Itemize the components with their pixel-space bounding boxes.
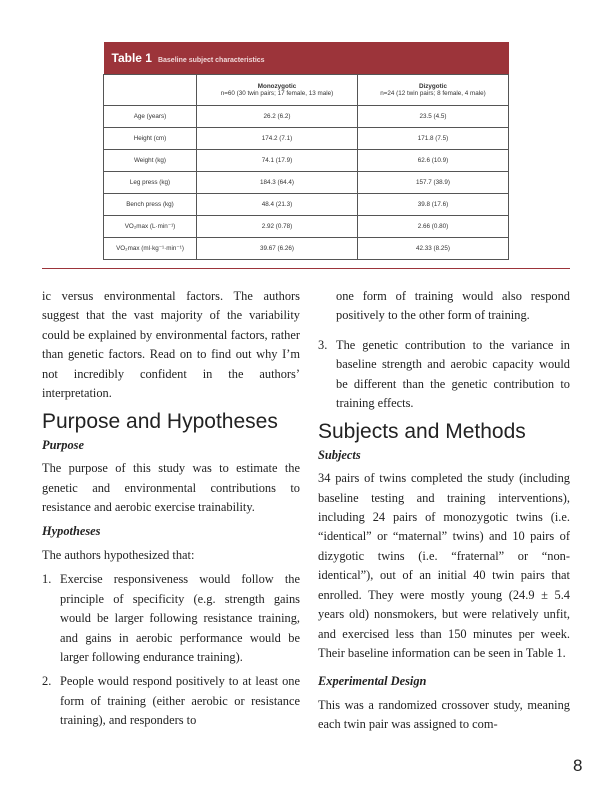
corner-cell xyxy=(104,75,197,106)
table-caption xyxy=(104,42,509,75)
table-cell-dz: 23.5 (4.5) xyxy=(357,106,508,128)
table-cell-dz: 42.33 (8.25) xyxy=(357,238,508,260)
table-cell-mz: 174.2 (7.1) xyxy=(197,128,358,150)
list-item: 2. People would respond positively to at least one form of training (either aerobic or resistance training), and responders to xyxy=(42,674,300,728)
left-column xyxy=(42,287,300,731)
table-cell-label: Height (cm) xyxy=(104,128,197,150)
table-row xyxy=(104,128,509,150)
table-row xyxy=(104,238,509,260)
intro-paragraph: ic versus environmental factors. The authors suggest that the vast majority of the variability could be explained by environmental factors, rather than genetic factors. Read on to find out why I’m not incredibly confident in the authors’ interpretation. xyxy=(42,289,300,401)
table-row xyxy=(104,172,509,194)
table-cell-dz: 2.66 (0.80) xyxy=(357,216,508,238)
col-header: Monozygotic n=60 (30 twin pairs; 17 female, 13 male) xyxy=(197,75,358,106)
table-row xyxy=(104,150,509,172)
table-cell-label: VO₂max (ml·kg⁻¹·min⁻¹) xyxy=(104,238,197,260)
table-cell-label: Bench press (kg) xyxy=(104,194,197,216)
table-row xyxy=(104,216,509,238)
col-header: Dizygotic n=24 (12 twin pairs; 8 female, 4 male) xyxy=(357,75,508,106)
table-cell-dz: 39.8 (17.6) xyxy=(357,194,508,216)
table-cell-mz: 2.92 (0.78) xyxy=(197,216,358,238)
page-number: 8 xyxy=(573,756,583,775)
table-cell-label: Weight (kg) xyxy=(104,150,197,172)
table-cell-mz: 26.2 (6.2) xyxy=(197,106,358,128)
table-title: Baseline subject characteristics xyxy=(157,57,265,64)
table-cell-mz: 184.3 (64.4) xyxy=(197,172,358,194)
table-cell-label: VO₂max (L·min⁻¹) xyxy=(104,216,197,238)
table-number: Table 1 xyxy=(111,51,152,65)
table-cell-dz: 171.8 (7.5) xyxy=(357,128,508,150)
subheading: Subjects xyxy=(318,447,361,462)
table-cell-mz: 39.67 (6.26) xyxy=(197,238,358,260)
paragraph: The purpose of this study was to estimate the genetic and environmental contributions to resistance and aerobic exercise trainability. xyxy=(42,461,300,515)
table-row xyxy=(104,194,509,216)
table-cell-mz: 74.1 (17.9) xyxy=(197,150,358,172)
baseline-table xyxy=(103,42,509,260)
right-column xyxy=(318,287,570,735)
subheading: Purpose xyxy=(42,437,84,452)
list-item: 3. The genetic contribution to the variance in baseline strength and aerobic capacity would be different than the genetic contribution to training effects. xyxy=(318,337,570,411)
list-item: 1. Exercise responsiveness would follow the principle of specificity (e.g. strength gains would be larger following resistance training, and gains in aerobic performance would be larger following endurance training). xyxy=(42,572,300,664)
subheading: Experimental Design xyxy=(318,674,427,689)
section-heading: Subjects and Methods xyxy=(318,420,526,444)
divider xyxy=(42,268,570,269)
paragraph: 34 pairs of twins completed the study (including baseline testing and training interventions), including 24 pairs of monozygotic twins (i.e. “identical” or “maternal” twins) and 10 pairs of dizygotic twins (i.e. “fraternal” or “non-identical”), out of an initial 40 twin pairs that enrolled. They were mostly young (24.9 ± 5.4 years old) nonsmokers, but were relatively unfit, and exercised less than 150 minutes per week. Their baseline information can be seen in Table 1. xyxy=(318,471,570,660)
table-cell-dz: 62.6 (10.9) xyxy=(357,150,508,172)
table-cell-dz: 157.7 (38.9) xyxy=(357,172,508,194)
paragraph: The authors hypothesized that: xyxy=(42,547,195,562)
paragraph: This was a randomized crossover study, meaning each twin pair was assigned to com- xyxy=(318,697,570,732)
subheading: Hypotheses xyxy=(42,524,101,539)
paragraph: one form of training would also respond positively to the other form of training. xyxy=(336,289,570,323)
table-cell-label: Age (years) xyxy=(104,106,197,128)
section-heading: Purpose and Hypotheses xyxy=(42,410,278,434)
table-cell-mz: 48.4 (21.3) xyxy=(197,194,358,216)
table-row xyxy=(104,106,509,128)
table-cell-label: Leg press (kg) xyxy=(104,172,197,194)
